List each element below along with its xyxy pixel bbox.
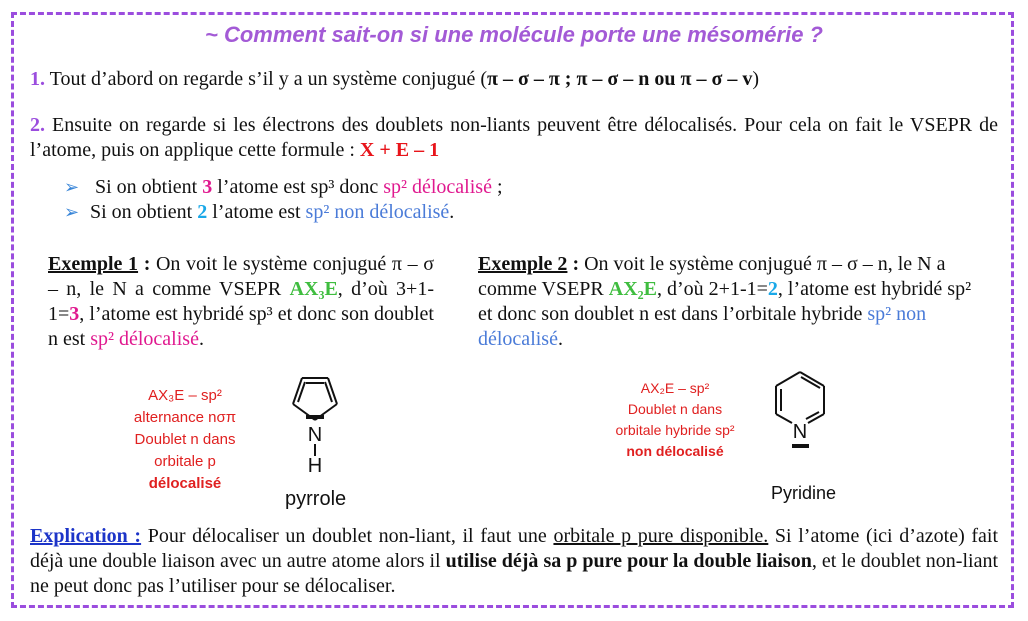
arrow-bullet-icon: ➢ [64,177,80,197]
explication-text-3: , et le doublet non-liant ne peut donc pas l’utiliser pour se délocaliser. [30,550,998,597]
explication-text-2: Si l’atome (ici d’azote) fait déjà une double liaison avec un autre atome alors il [30,525,999,572]
pyridine-annotation-line: orbitale hybride sp² [615,422,735,438]
point-1-close: ) [752,68,760,90]
bullet-2-highlight: sp² non délocalisé [305,201,450,223]
bullet-1-mid: l’atome est sp³ donc [212,176,384,198]
nitrogen-atom: N [792,421,808,443]
pyridine-annotation-line: AX₂E – sp² [640,380,710,396]
example-2-text-4: . [557,328,563,350]
point-1-text: Tout d’abord on regarde s’il y a un système conjugué ( [45,68,488,90]
pyridine-annotation-line: Doublet n dans [627,401,723,417]
example-2-highlight: sp² non délocalisé [478,303,927,350]
example-2-colon: : [567,253,580,275]
example-1 [48,252,434,352]
vsepr-formula: X + E – 1 [359,139,440,161]
bullet-2-value: 2 [197,201,208,223]
example-1-highlight: sp² délocalisé [90,328,199,350]
example-1-text-1: On voit le système conjugué π – σ – n, le N a comme VSEPR [48,253,434,300]
example-1-colon: : [138,253,151,275]
point-2-number: 2. [30,114,45,136]
pyrrole-label: pyrrole [285,488,347,510]
example-1-text-3: , l’atome est hybridé sp³ et donc son doublet n est [48,303,434,350]
example-2 [478,252,978,352]
pyrrole-annotation-line: Doublet n dans [134,431,236,448]
bullet-2-pre: Si on obtient [90,201,198,223]
example-2-vsepr: AX₂E [608,278,657,300]
bullet-item-2 [64,200,964,225]
example-1-heading: Exemple 1 [48,253,139,275]
pyridine-annotation [590,378,760,462]
example-2-text-2: , d’où 2+1-1= [657,278,768,300]
bullet-item-1 [64,175,964,200]
pyridine-label: Pyridine [771,483,837,503]
lone-pair-bar [306,415,324,419]
example-2-text-3: , l’atome est hybridé sp² et donc son doublet n est dans l’orbitale hybride [478,278,972,325]
pyridine-bonds [776,372,824,423]
conjugated-systems-formula: π – σ – π ; π – σ – n ou π – σ – v [487,68,753,90]
bullet-2-mid: l’atome est [207,201,306,223]
explication-heading: Explication : [30,525,142,547]
example-1-text-4: . [198,328,204,350]
example-1-result: 3 [69,303,80,325]
lone-pair-bar [792,444,809,448]
point-1 [30,67,990,92]
bullet-1-post: ; [491,176,503,198]
example-2-heading: Exemple 2 [478,253,568,275]
explication [30,524,998,599]
example-1-text-2: , d’où 3+1-1= [48,278,434,325]
bullet-1-value: 3 [202,176,213,198]
point-2 [30,113,998,163]
explication-text-1: Pour délocaliser un doublet non-liant, il faut une [141,525,554,547]
explication-underlined: orbitale p pure disponible. [553,525,769,547]
pyrrole-structure [275,368,365,478]
pyrrole-annotation [110,385,260,495]
example-2-text-1: On voit le système conjugué π – σ – n, le N a comme VSEPR [478,253,946,300]
pyrrole-annotation-line: orbitale p [154,453,216,470]
page-title: ~ Comment sait-on si une molécule porte une mésomérie ? [205,22,823,47]
bullet-1-highlight: sp² délocalisé [383,176,492,198]
pyrrole-annotation-bold: délocalisé [148,475,222,492]
pyridine-structure [768,366,838,456]
bullet-1-pre: Si on obtient [90,176,203,198]
bullet-2-post: . [449,201,455,223]
pyridine-annotation-bold: non délocalisé [626,443,724,459]
example-2-result: 2 [767,278,778,300]
pyrrole-annotation-line: AX₃E – sp² [148,387,222,404]
arrow-bullet-icon: ➢ [64,202,80,222]
point-1-number: 1. [30,68,45,90]
nitrogen-atom: N [307,424,323,446]
point-2-text: Ensuite on regarde si les électrons des doublets non-liants peuvent être délocalisés. Pour cela on fait le VSEPR de l’atome, puis on applique cette formule : [30,114,998,161]
example-1-vsepr: AX₃E [289,278,338,300]
explication-bold: utilise déjà sa p pure pour la double liaison [445,550,812,572]
hydrogen-atom: H [307,455,323,477]
pyrrole-annotation-line: alternance nσπ [133,409,237,426]
